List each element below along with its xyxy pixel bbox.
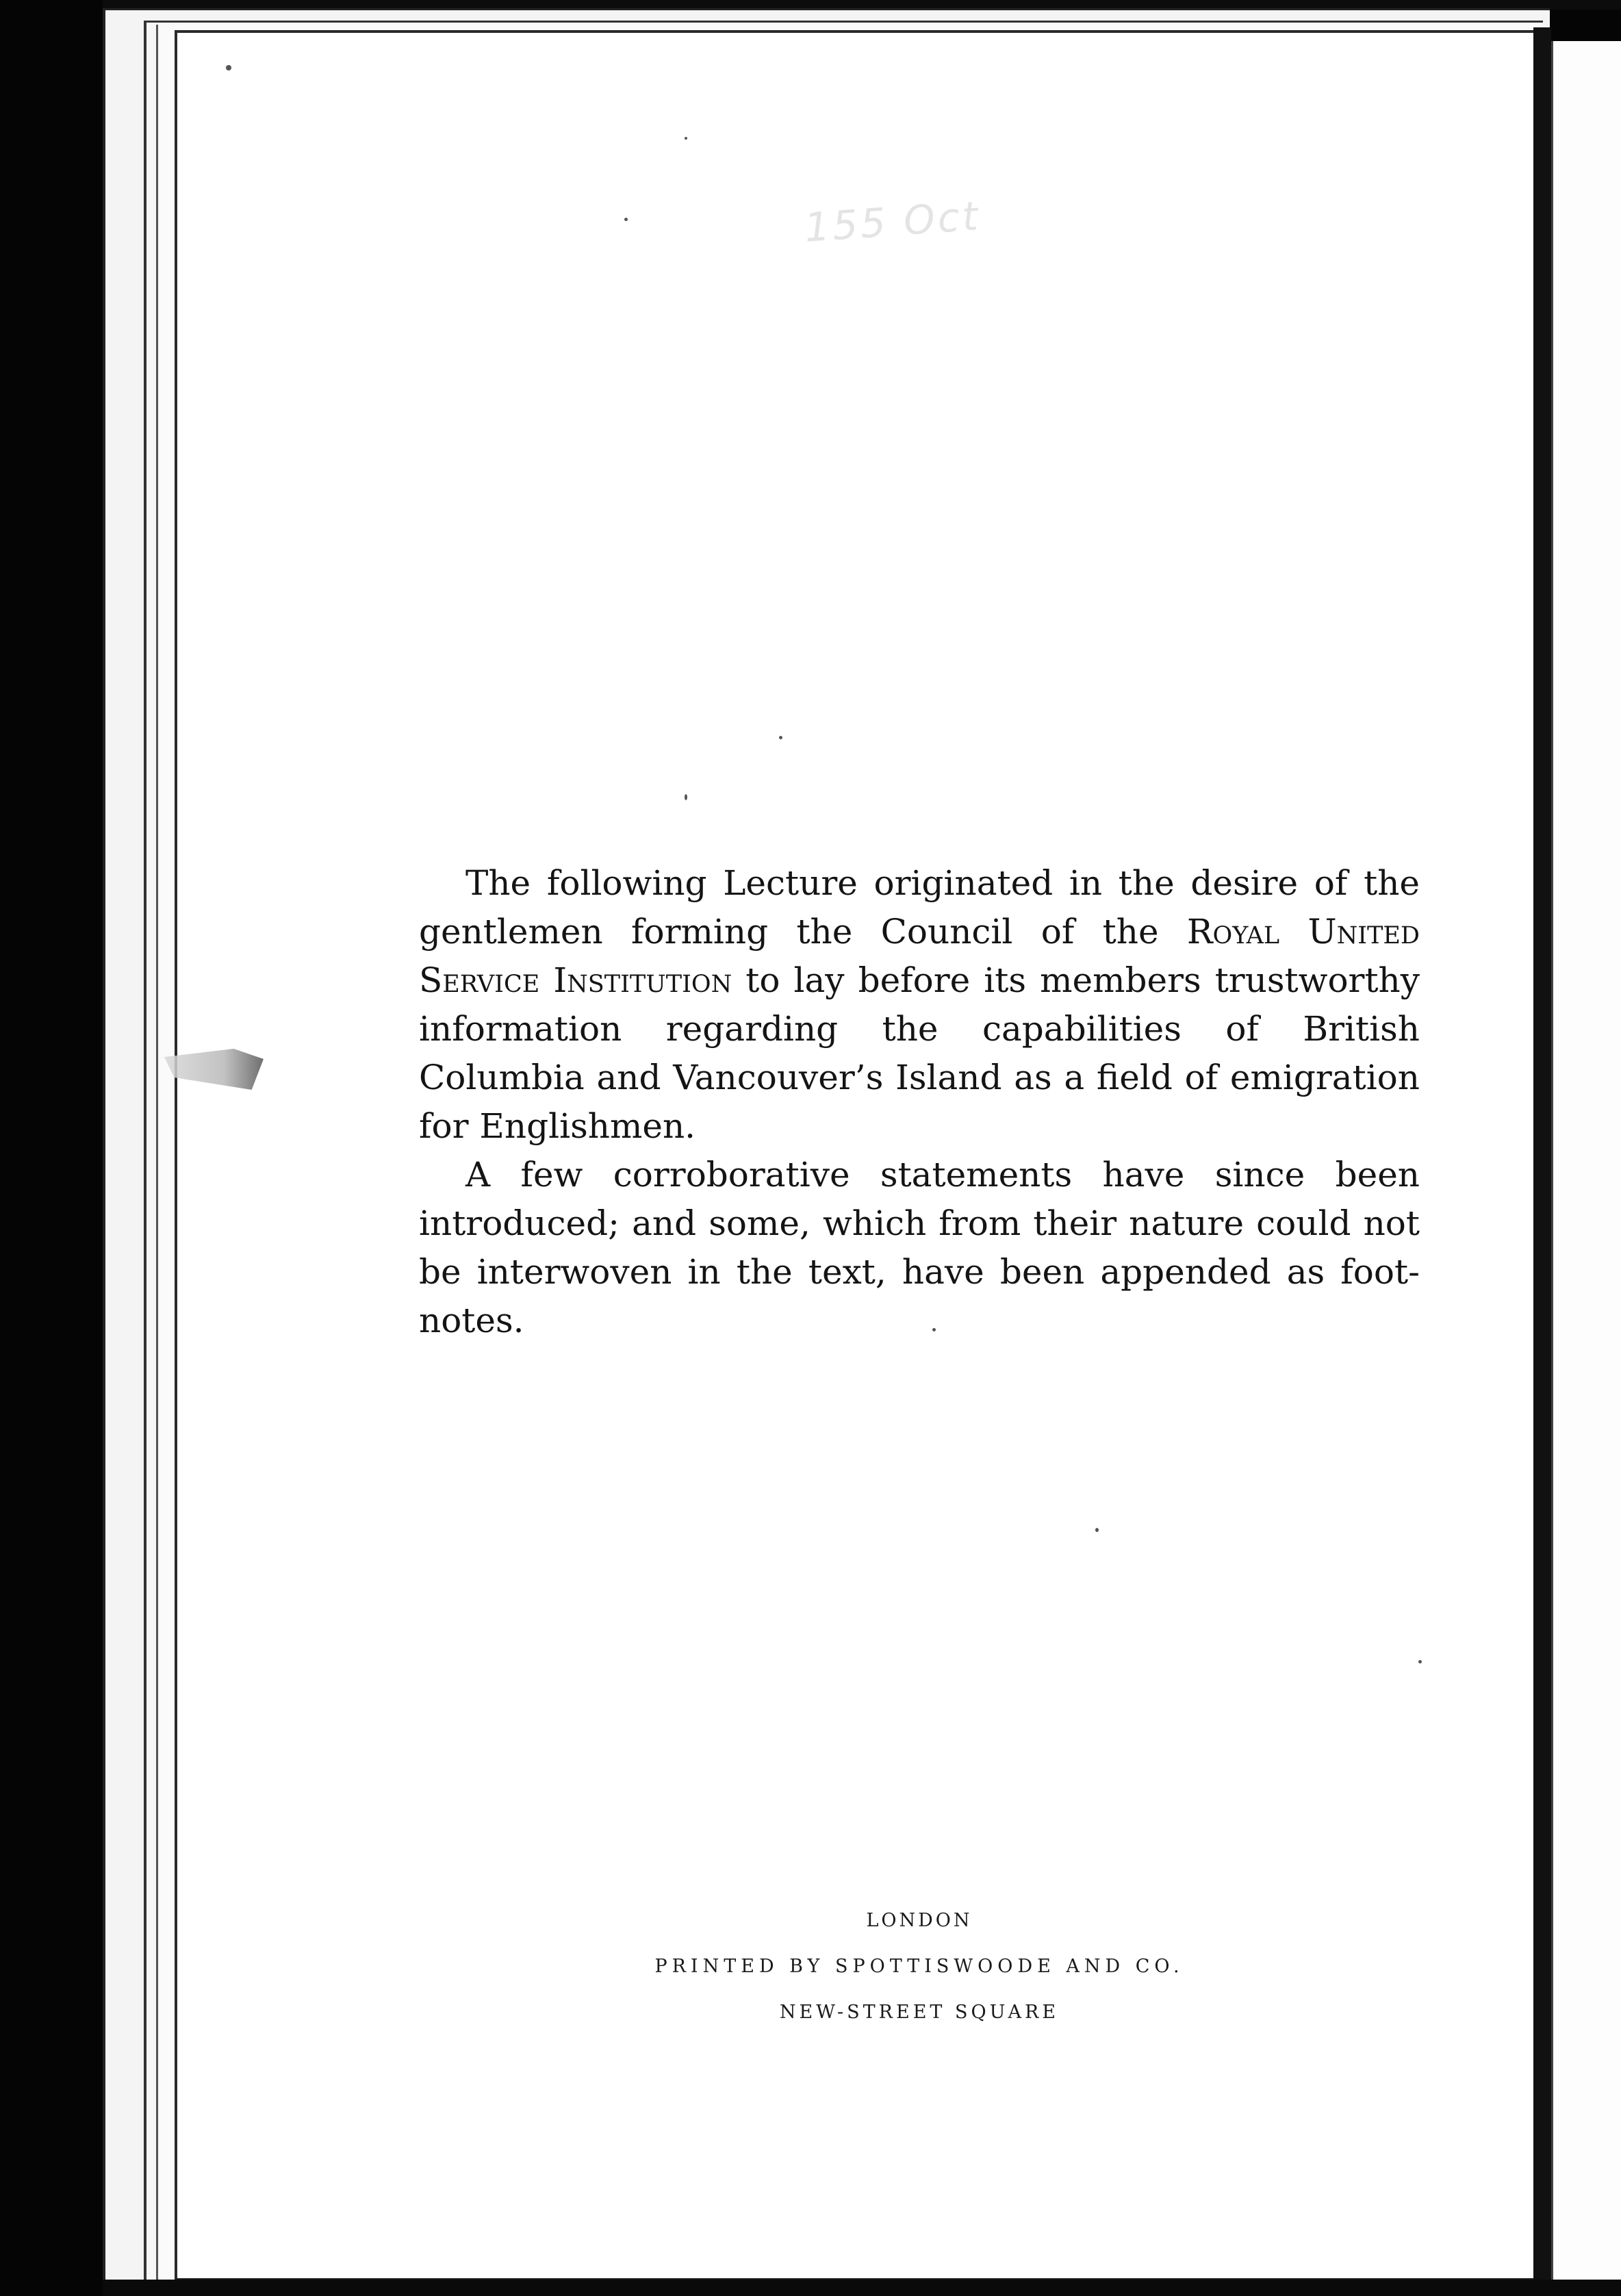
paper-speck: [1418, 1660, 1422, 1663]
preface-paragraph-1-end: to lay before its members trustworthy information regarding the capabilities of British Columbia and Vancouver’s Island as a field of emigration for Englishmen.: [419, 960, 1420, 1146]
paper-speck: [685, 794, 687, 800]
paper-speck: [1095, 1528, 1099, 1532]
imprint-printer: PRINTED BY SPOTTISWOODE AND CO.: [654, 1956, 1184, 1977]
pencil-annotation: 155 Oct: [802, 192, 982, 251]
preface-text: [419, 859, 1420, 1345]
institution-name: Royal United Service Institution: [419, 912, 1420, 1000]
page-gutter: [1533, 27, 1551, 2286]
paper-speck: [624, 218, 628, 221]
paper-speck: [779, 736, 782, 739]
paper-speck: [932, 1328, 936, 1331]
printer-imprint: [419, 1910, 1420, 2023]
imprint-address: NEW-STREET SQUARE: [779, 2002, 1060, 2023]
paper-speck: [685, 137, 687, 140]
preface-paragraph-2: A few corroborative statements have since been introduced; and some, which from their nature could not be interwoven in the text, have been appended as foot-notes.: [419, 1155, 1420, 1340]
bottom-scan-strip: [103, 2280, 1621, 2296]
preface-paragraph-1-start: The following Lecture originated in the desire of the gentlemen forming the Council of the: [419, 863, 1420, 952]
next-page-sliver: [1551, 41, 1621, 2296]
imprint-city: LONDON: [866, 1910, 973, 1931]
paper-speck: [226, 65, 231, 71]
preface-paragraph-1: [419, 859, 1420, 1151]
